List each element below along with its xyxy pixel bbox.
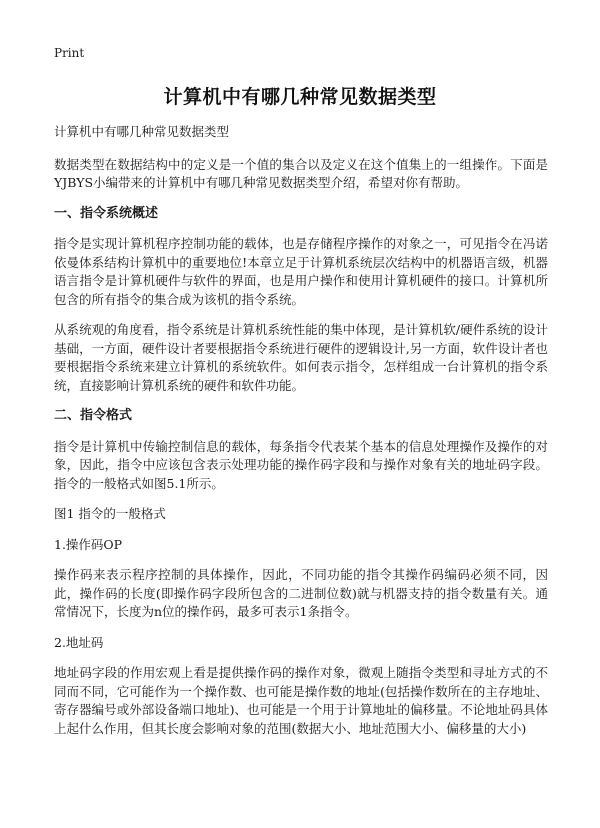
figure-caption: 图1 指令的一般格式 bbox=[54, 506, 166, 521]
section1-paragraph-1: 指令是实现计算机程序控制功能的载体，也是存储程序操作的对象之一，可见指令在冯诺依曼体系结构计算机中的重要地位!本章立足于计算机系统层次结构中的机器语言级，机器语言指令是计算机硬件与软件的界面，也是用户操作和使用计算机硬件的接口。计算机所包含的所有指令的集合成为该机的指令系统。 bbox=[54, 236, 548, 307]
section-heading-2: 二、指令格式 bbox=[54, 408, 133, 423]
item2-paragraph: 地址码字段的作用宏观上看是提供操作码的操作对象，微观上随指令类型和寻址方式的不同而不同，它可能作为一个操作数、也可能是操作数的地址(包括操作数所在的主存地址、寄存器编号或外部设备端口地址)、也可能是一个用于计算地址的偏移量。不论地址码具体上起什么作用，但其长度会影响对象的范围(数据大小、地址范围大小、偏移量的大小) bbox=[54, 665, 548, 736]
print-link[interactable]: Print bbox=[54, 46, 85, 60]
section-heading-1: 一、指令系统概述 bbox=[54, 205, 159, 221]
section1-paragraph-2: 从系统观的角度看，指令系统是计算机系统性能的集中体现，是计算机软/硬件系统的设计基础，一方面，硬件设计者要根据指令系统进行硬件的逻辑设计,另一方面，软件设计者也要根据指令系统来建立计算机的系统软件。如何表示指令，怎样组成一台计算机的指令系统，直接影响计算机系统的硬件和软件功能。 bbox=[54, 322, 548, 393]
page-title: 计算机中有哪几种常见数据类型 bbox=[163, 86, 437, 108]
item2-heading: 2.地址码 bbox=[54, 634, 104, 650]
article-body bbox=[54, 123, 548, 750]
intro-paragraph: 数据类型在数据结构中的定义是一个值的集合以及定义在这个值集上的一组操作。下面是YJBYS小编带来的计算机中有哪几种常见数据类型介绍，希望对你有帮助。 bbox=[54, 156, 548, 190]
item1-heading: 1.操作码OP bbox=[54, 536, 123, 552]
section2-paragraph-1: 指令是计算机中传输控制信息的载体，每条指令代表某个基本的信息处理操作及操作的对象，因此，指令中应该包含表示处理功能的操作码字段和与操作对象有关的地址码字段。指令的一般格式如图5.1所示。 bbox=[54, 438, 548, 491]
item1-paragraph: 操作码来表示程序控制的具体操作，因此，不同功能的指令其操作码编码必须不同，因此，操作码的长度(即操作码字段所包含的二进制位数)就与机器支持的指令数量有关。通常情况下，长度为n位的操作码，最多可表示1条指令。 bbox=[54, 567, 548, 619]
article-subtitle: 计算机中有哪几种常见数据类型 bbox=[54, 124, 230, 139]
